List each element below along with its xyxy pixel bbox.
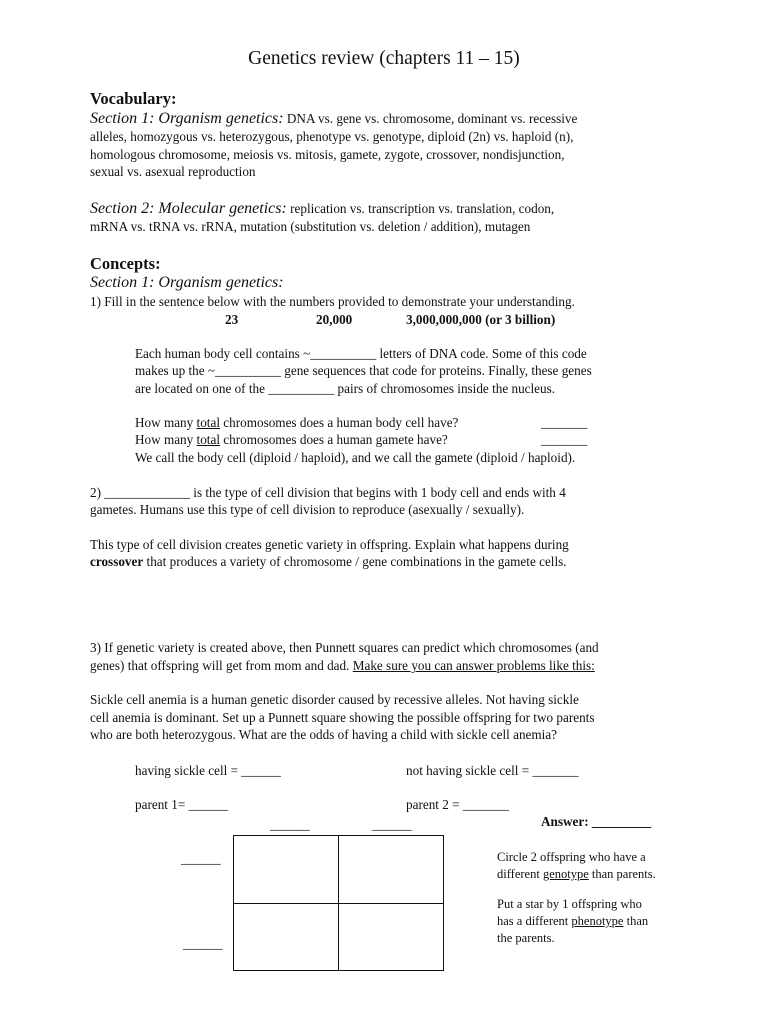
q1-prompt: 1) Fill in the sentence below with the numbers provided to demonstrate your understanding. <box>90 294 575 309</box>
q2-crossover-rest: that produces a variety of chromosome / gene combinations in the gamete cells. <box>143 554 567 569</box>
sickle-line2: cell anemia is dominant. Set up a Punnett square showing the possible offspring for two parents <box>90 710 595 725</box>
answer-field[interactable]: Answer: _________ <box>541 814 652 829</box>
q1-number-1: 23 <box>225 312 239 327</box>
vocab-section2-line1 <box>90 200 554 218</box>
vocab-section1-label: Section 1: Organism genetics: <box>90 110 284 127</box>
concepts-section1-label: Section 1: Organism genetics: <box>90 274 284 291</box>
q2-line1: 2) _____________ is the type of cell division that begins with 1 body cell and ends with 4 <box>90 485 566 500</box>
q3-line2-pre: genes) that offspring will get from mom and dad. <box>90 658 353 673</box>
circle-instruction-line1: Circle 2 offspring who have a <box>497 850 646 864</box>
q3-line2 <box>90 657 595 675</box>
q1-gamete-post: chromosomes does a human gamete have? <box>220 432 448 447</box>
q2-crossover-line1: This type of cell division creates genetic variety in offspring. Explain what happens during <box>90 537 569 552</box>
parent1-field[interactable]: parent 1= ______ <box>135 797 229 812</box>
q1-para-line3: are located on one of the __________ pairs of chromosomes inside the nucleus. <box>135 381 556 396</box>
punnett-top-blank-1[interactable]: ______ <box>270 817 310 832</box>
vocab-section1-line3: homologous chromosome, meiosis vs. mitosis, gamete, zygote, crossover, nondisjunction, <box>90 147 565 162</box>
concepts-heading: Concepts: <box>90 254 161 273</box>
vocab-section2-label: Section 2: Molecular genetics: <box>90 200 287 217</box>
q1-gamete-question <box>135 431 448 449</box>
circle-instruction-line2 <box>497 865 656 883</box>
q1-gamete-pre: How many <box>135 432 197 447</box>
q1-number-2: 20,000 <box>316 312 353 327</box>
circle2-post: than parents. <box>588 867 656 881</box>
q1-para-line1: Each human body cell contains ~__________ letters of DNA code. Some of this code <box>135 346 587 361</box>
q1-body-blank[interactable]: _______ <box>541 415 588 430</box>
circle2-pre: different <box>497 867 543 881</box>
genotype-term: genotype <box>542 867 589 881</box>
q1-body-pre: How many <box>135 415 197 430</box>
star-instruction-line2 <box>497 912 648 930</box>
crossover-term: crossover <box>90 554 144 569</box>
punnett-square-horizontal-divider <box>233 903 444 904</box>
q3-line1: 3) If genetic variety is created above, then Punnett squares can predict which chromosomes (and <box>90 640 599 655</box>
punnett-side-blank-1[interactable]: ______ <box>181 851 221 866</box>
sickle-line3: who are both heterozygous. What are the odds of having a child with sickle cell anemia? <box>90 727 558 742</box>
q1-gamete-blank[interactable]: _______ <box>541 432 588 447</box>
q1-gamete-underlined: total <box>196 432 220 447</box>
q2-line2: gametes. Humans use this type of cell division to reproduce (asexually / sexually). <box>90 502 525 517</box>
vocab-section1-line1 <box>90 110 577 128</box>
vocabulary-heading: Vocabulary: <box>90 89 177 108</box>
vocab-section1-text1: DNA vs. gene vs. chromosome, dominant vs. recessive <box>286 111 578 126</box>
sickle-line1: Sickle cell anemia is a human genetic disorder caused by recessive alleles. Not having sickle <box>90 692 579 707</box>
page-title: Genetics review (chapters 11 – 15) <box>248 48 520 69</box>
not-having-sickle-cell[interactable]: not having sickle cell = _______ <box>406 763 579 778</box>
star-instruction-line3: the parents. <box>497 931 555 945</box>
star-instruction-line1: Put a star by 1 offspring who <box>497 897 642 911</box>
vocab-section2-line2: mRNA vs. tRNA vs. rRNA, mutation (substitution vs. deletion / addition), mutagen <box>90 219 531 234</box>
vocab-section2-text1: replication vs. transcription vs. translation, codon, <box>290 201 555 216</box>
star2-pre: has a different <box>497 914 572 928</box>
star2-post: than <box>623 914 649 928</box>
q2-crossover-line2 <box>90 553 567 571</box>
punnett-top-blank-2[interactable]: ______ <box>372 817 412 832</box>
vocab-section1-line2: alleles, homozygous vs. heterozygous, phenotype vs. genotype, diploid (2n) vs. haploid (n), <box>90 129 574 144</box>
q1-diploid-line: We call the body cell (diploid / haploid), and we call the gamete (diploid / haploid). <box>135 450 576 465</box>
q1-body-post: chromosomes does a human body cell have? <box>220 415 459 430</box>
q1-body-question <box>135 414 458 432</box>
q1-number-3: 3,000,000,000 (or 3 billion) <box>406 312 556 327</box>
vocab-section1-line4: sexual vs. asexual reproduction <box>90 164 256 179</box>
q3-instruction-underlined: Make sure you can answer problems like this: <box>352 658 595 673</box>
phenotype-term: phenotype <box>571 914 624 928</box>
having-sickle-cell[interactable]: having sickle cell = ______ <box>135 763 281 778</box>
q1-body-underlined: total <box>196 415 220 430</box>
q1-para-line2: makes up the ~__________ gene sequences that code for proteins. Finally, these genes <box>135 363 592 378</box>
punnett-side-blank-2[interactable]: ______ <box>183 936 223 951</box>
parent2-field[interactable]: parent 2 = _______ <box>406 797 510 812</box>
